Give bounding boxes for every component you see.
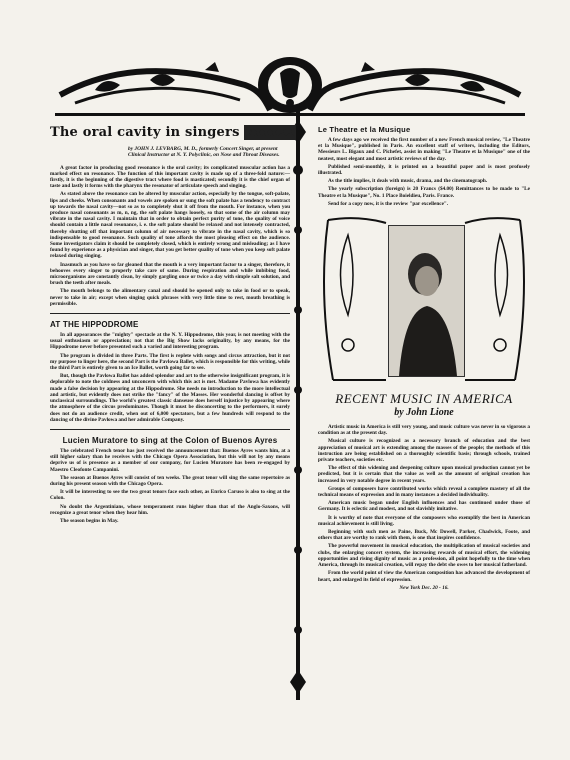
paragraph: Artistic music in America is still very young, and music culture was never in so vigorous a condition as at the present day.: [318, 424, 530, 437]
column-divider-ornament: [289, 110, 307, 700]
paragraph: The mouth belongs to the alimentary canal and should be opened only to take in food or to speak, never to take in air; except when singing quick phrases with very little time to rest, mouth breathing is permissible.: [50, 288, 290, 307]
paragraph: No doubt the Argentinians, whose temperament runs higher than that of the Anglo-Saxons, will recognize a great tenor when they hear him.: [50, 503, 290, 516]
paragraph: Send for a copy now, it is the review "par excellence".: [328, 200, 449, 207]
paragraph: The program is divided in three Parts. The first is replete with songs and circus attraction, but it not my purpose to linger here, the second Part is the Pavlowa Ballet, which is responsible for this writing, while the third Part is entirely given to an Ice Ballet, worth going far to see.: [50, 352, 290, 372]
paragraph: As the title implies, it deals with music, drama, and the cinematograph.: [328, 178, 488, 185]
paragraph: Published semi-monthly, it is printed on a beautiful paper and is most profusely illustrated.: [318, 163, 530, 177]
paragraph: Beginning with such men as Paine, Buck, Mc Dowell, Parker, Chadwick, Foote, and others that are worthy to rank with them, is one that inspires confidence.: [318, 529, 530, 542]
paragraph: A few days ago we received the first number of a new French musical review, "Le Theatre et la Musique", published in Paris. An excellent staff of writers, including the Editors, Messieurs L. Bigaux and C. Pichefet, assist in making "Le Theatre et la Musique" one of the neatest, most elegant and most artistic reviews of the day.: [318, 137, 530, 162]
paragraph: Groups of composers have contributed works which reveal a complete mastery of all the technical means of expression and in many instances a decided individuality.: [318, 485, 530, 499]
left-column: [50, 125, 295, 526]
title-text: The oral cavity in singers: [50, 125, 240, 140]
paragraph: From the world point of view the American composition has advanced the development of heart, and enlarged its field of expression.: [318, 570, 530, 583]
paragraph: The powerful movement in musical education, the multiplication of musical societies and clubs, the enlarging concert system, the increasing rewards of musical effort, the widening opportunities and rising dignity of music as a profession, all point hopefully to the time when America, through its musical creation, will repay the debt she owes to her musical fatherland.: [318, 543, 530, 569]
article-title-recent-music: RECENT MUSIC IN AMERICA: [335, 391, 513, 407]
struck-out-word: xxxxxx: [246, 125, 295, 140]
portrait-frame: [318, 215, 530, 385]
article-author: by John Lione: [394, 407, 454, 419]
right-column: [318, 125, 530, 591]
paragraph: But, though the Pavlowa Ballet has added splendor and art to the otherwise insignificant program, it is deplorable to note the coldness and unconcern with which this act is met. Madame Pavlowa has evidently made a false decision by appearing at the Hippodrome. She needs no introduction to the more intellectual and artistic, but evidently does not strike the "fancy" of the Masses. Her wonderful dancing is offset by unclassical surroundings. The world's greatest classic danseuse does herself injustice by appearing where the atmosphere of the circus predominates. Though it must be disconcerting to the performers, it surely does not do an audience credit, when out of 6,000 spectators, but a few hundreds will respond to the dancing of the divine Pavlowa and her admirable Company.: [50, 373, 290, 423]
paragraph: Musical culture is recognized as a necessary branch of education and the best appreciation of musical art is extending among the masses of the people; the methods of this instruction are being established on a thoroughly scientific basis; through schools, trained private teachers, societies etc.: [318, 438, 530, 464]
paragraph: The season at Buenos Ayres will consist of ten weeks. The great tenor will sing the same repertoire as during his present season with the Chicago Opera.: [50, 474, 290, 487]
section-title-theatre: Le Theatre et la Musique: [318, 125, 411, 134]
paragraph: As stated above the resonance can be altered by muscular action, especially by the tongue, soft-palate, lips and cheeks. When consonants and vowels are spoken or sung the soft palate has a tendency to contract up towards the nasal cavity—not so as to completely shut it off from the mouth. For instance, when you produce nasal consonants as m, n, ng, the soft palate hangs loosely, so that some of the air column may vibrate in the nasal cavity. I maintain that in order to obtain perfect purity of tone, the quality of voice should contain a little nasal resonance, i. e. the soft palate should be relaxed and not intensely contracted, thereby shutting off that important column of air necessary to vibrate in the nasal cavity, which is so indispensable to good resonance. Such quality of tone affords the most pleasing effect on the audience. Some investigators claim it should be completely closed, which is entirely wrong and misleading; as I have found by experience as a physician and singer, that you get better quality of tone when you keep soft palate relaxed during singing.: [50, 191, 290, 260]
divider: [50, 429, 290, 430]
portrait-figure: [389, 226, 464, 376]
byline: by JOHN J. LEVBARG, M. D., formerly Concert Singer, at present Clinical Instructor at N. Y. Polyclinic, on Nose and Throat Diseases.: [128, 146, 280, 159]
section-title-hippodrome: AT THE HIPPODROME: [50, 320, 139, 330]
paragraph: It will be interesting to see the two great tenors face each other, as Enrico Caruso is also to sing at the Colon.: [50, 489, 290, 502]
paragraph: A great factor in producing good resonance is the oral cavity; its complicated muscular action has a marked effect on resonance. The function of this important cavity is made up of a three-fold nature:— firstly, it is the beginning of the digestive tract where food is masticated; secondly it is the chief organ of taste and lastly it forms with the pharynx the resonator of articulate speech and singing.: [50, 164, 290, 190]
paragraph: American music began under English influences and has continued under those of Germany. It is eclectic and modest, and not slavishly imitative.: [318, 500, 530, 513]
section-title-muratore: Lucien Muratore to sing at the Colon of Buenos Ayres: [62, 435, 278, 445]
portrait-photo: [388, 225, 465, 377]
paragraph: The effect of this widening and deepening culture upon musical production cannot yet be predicted, but it is certain that the value as well as the amount of original creation has increased in very notable degree in recent years.: [318, 465, 530, 484]
article-title-oral-cavity: [50, 125, 295, 140]
paragraph: The celebrated French tenor has just received the announcement that: Buenos Ayres wants him, at a still higher salary than he receives with the Chicago Opera Association, but this will not by any means deprive us of is presence as a member of our company, for Lucien Muratore has been re-engaged by Maestro Cleofonte Campanini.: [50, 447, 290, 473]
dateline: New York Dec. 20 - 16.: [399, 584, 449, 591]
paragraph: The season begins in May.: [60, 517, 119, 524]
divider: [50, 313, 290, 314]
paragraph: In all appearances the "mighty" spectacle at the N. Y. Hippodrome, this year, is not meeting with the usual enthusiasm or appreciation; not that the Big Show lacks originality, by any means, for the Hippodrome never before presented such a varied and interesting program.: [50, 332, 290, 351]
paragraph: It is worthy of note that everyone of the composers who exemplify the best in American musical achievement is still living.: [318, 514, 530, 527]
paragraph: The yearly subscription (foreign) is 20 Francs ($4.00) Remittances to be made to "Le Theatre et la Musique", No. 1 Place Boieldieu, Paris. France.: [318, 186, 530, 199]
paragraph: Inasmuch as you have so far gleaned that the mouth is a very important factor to a singer, therefore, it behooves every singer to properly take care of same. During respiration and while imbibing food, microorganisms are constantly clean, by simply gargling once or twice a day with simple salt solution, and brush the teeth after meals.: [50, 261, 290, 287]
